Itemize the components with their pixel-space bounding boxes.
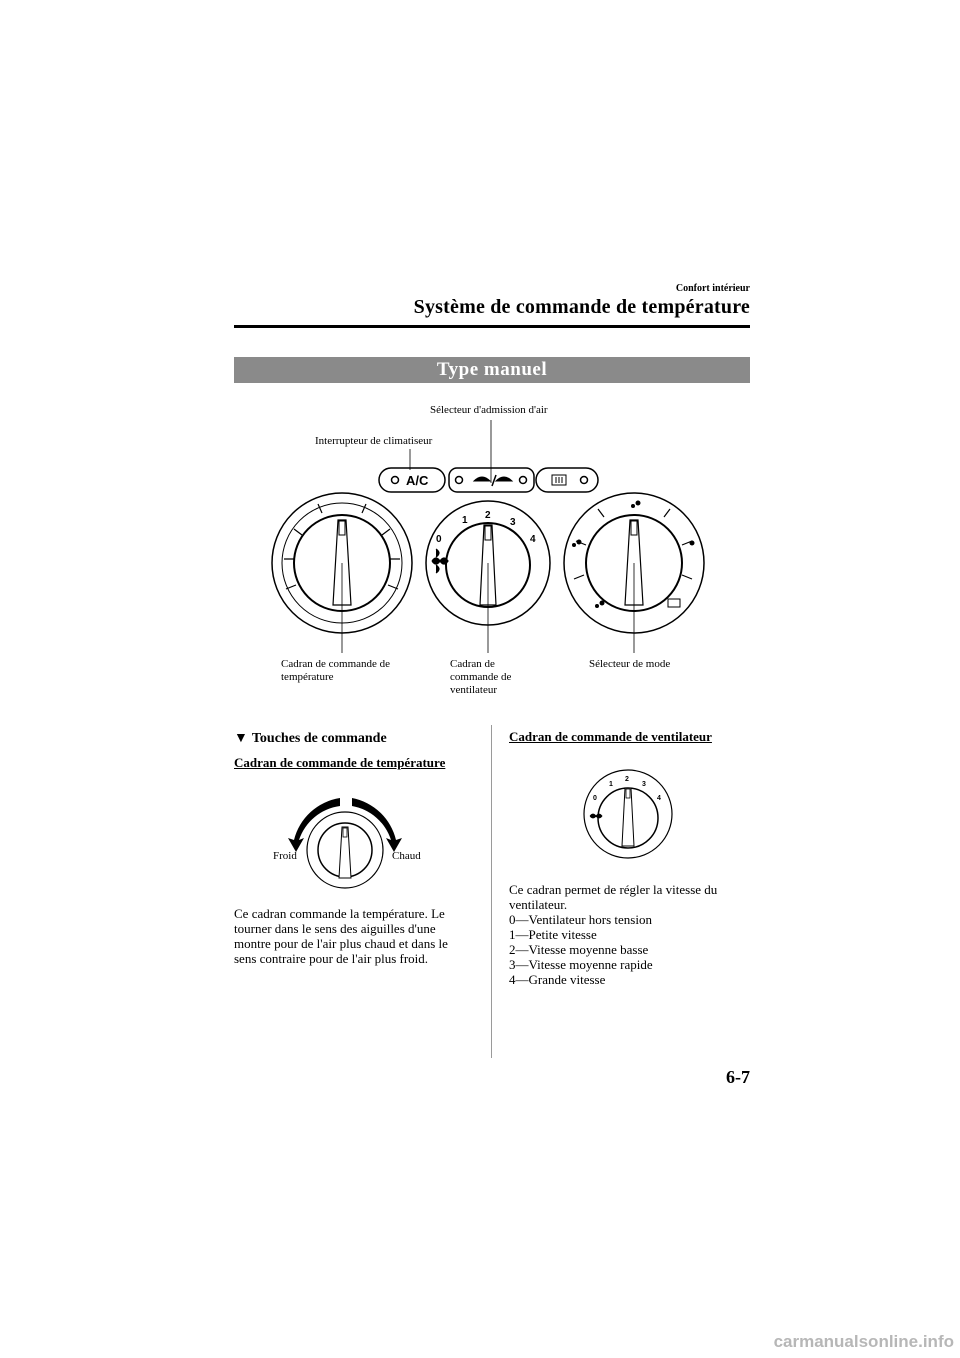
small-fan-speed-1: 1: [609, 781, 613, 788]
ac-switch-label: Interrupteur de climatiseur: [315, 435, 433, 447]
air-intake-label: Sélecteur d'admission d'air: [430, 404, 548, 416]
fan-speed-item: 2—Vitesse moyenne basse: [509, 942, 649, 957]
fan-dial-small-illustration: [578, 768, 678, 863]
small-fan-speed-0: 0: [593, 795, 597, 802]
page-title: Système de commande de température: [413, 296, 750, 318]
temp-desc-line-2: tourner dans le sens des aiguilles d'une: [234, 921, 436, 936]
cold-label: Froid: [273, 850, 297, 862]
temp-dial-small-diagram: [270, 788, 440, 898]
heading-marker: ▼: [234, 731, 248, 746]
fan-speed-3: 3: [510, 517, 516, 528]
header-rule: [234, 325, 750, 328]
fan-speed-item: 0—Ventilateur hors tension: [509, 912, 652, 927]
ac-button-text: A/C: [406, 473, 429, 488]
temp-dial-label-line-2: température: [281, 671, 334, 683]
column-divider: [491, 725, 492, 1058]
watermark: carmanualsonline.info: [773, 1332, 954, 1351]
temp-desc-line-3: montre pour de l'air plus chaud et dans le: [234, 936, 448, 951]
type-banner: Type manuel: [234, 357, 750, 383]
hot-label: Chaud: [392, 850, 421, 862]
fan-speed-item: 4—Grande vitesse: [509, 972, 606, 987]
fan-speed-1: 1: [462, 515, 468, 526]
controls-heading: [234, 729, 387, 747]
fan-speed-item: 3—Vitesse moyenne rapide: [509, 957, 653, 972]
fan-desc-line-2: ventilateur.: [509, 897, 568, 912]
fan-speed-2: 2: [485, 510, 491, 521]
section-label: Confort intérieur: [675, 283, 750, 294]
fan-dial-label-line-3: ventilateur: [450, 684, 498, 696]
temp-dial-description: [234, 906, 484, 966]
fan-speed-0: 0: [436, 534, 442, 545]
fan-dial-small-diagram: [578, 768, 678, 868]
fan-dial-subheading: Cadran de commande de ventilateur: [509, 729, 712, 744]
fan-speed-item: 1—Petite vitesse: [509, 927, 597, 942]
fan-dial-label: [450, 658, 511, 697]
small-fan-speed-2: 2: [625, 776, 629, 783]
mode-selector-label: Sélecteur de mode: [589, 658, 671, 670]
controls-heading-text: Touches de commande: [251, 731, 387, 746]
page-number: 6-7: [726, 1067, 750, 1087]
fan-desc-line-1: Ce cadran permet de régler la vitesse du: [509, 882, 718, 897]
fan-dial-label-line-2: commande de: [450, 671, 512, 683]
temp-dial-subheading: Cadran de commande de température: [234, 755, 446, 770]
climate-control-diagram: [234, 395, 750, 705]
temp-desc-line-4: sens contraire pour de l'air plus froid.: [234, 951, 429, 966]
small-fan-speed-3: 3: [642, 781, 646, 788]
fan-speed-4: 4: [530, 534, 536, 545]
temp-dial-label-line-1: Cadran de commande de: [281, 658, 391, 670]
fan-dial-label-line-1: Cadran de: [450, 658, 495, 670]
fan-dial-description: [509, 882, 759, 987]
small-fan-speed-4: 4: [657, 795, 661, 802]
temp-desc-line-1: Ce cadran commande la température. Le: [234, 906, 445, 921]
temp-dial-label: [281, 658, 390, 684]
temp-dial-rotation-illustration: [270, 788, 440, 893]
